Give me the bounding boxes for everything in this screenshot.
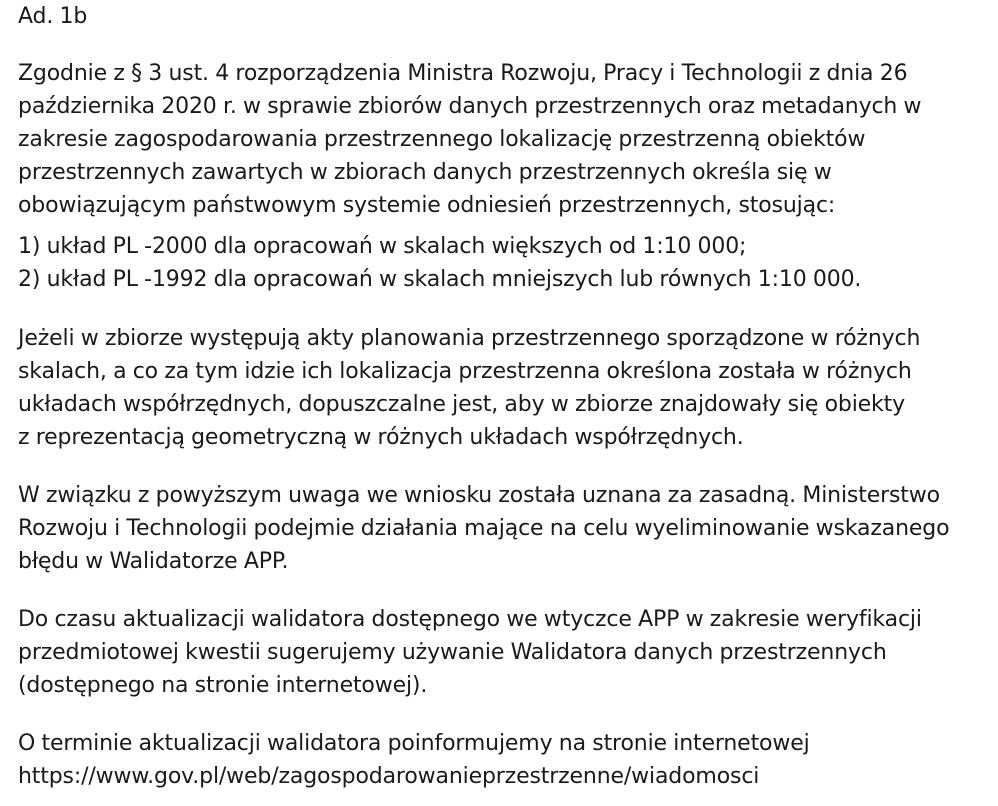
paragraph-line: O terminie aktualizacji walidatora poinformujemy na stronie internetowej <box>18 731 810 756</box>
paragraph-line: przedmiotowej kwestii sugerujemy używanie Walidatora danych przestrzennych <box>18 640 887 665</box>
coordinate-systems-list <box>18 230 993 296</box>
paragraph-line: zakresie zagospodarowania przestrzennego lokalizację przestrzenną obiektów <box>18 127 866 152</box>
paragraph-scales <box>18 322 993 454</box>
paragraph-line: W związku z powyższym uwaga we wniosku została uznana za zasadną. Ministerstwo <box>18 483 940 508</box>
paragraph-line: układach współrzędnych, dopuszczalne jest, aby w zbiorze znajdowały się obiekty <box>18 392 905 417</box>
paragraph-line: przestrzennych zawartych w zbiorach danych przestrzennych określa się w <box>18 160 832 185</box>
document-body <box>18 0 993 793</box>
paragraph-line: Do czasu aktualizacji walidatora dostępnego we wtyczce APP w zakresie weryfikacji <box>18 607 922 632</box>
paragraph-line: Rozwoju i Technologii podejmie działania mające na celu wyeliminowanie wskazanego <box>18 516 950 541</box>
news-url-text: https://www.gov.pl/web/zagospodarowanieprzestrzenne/wiadomosci <box>18 764 760 789</box>
list-item: 1) układ PL -2000 dla opracowań w skalach większych od 1:10 000; <box>18 234 747 259</box>
section-heading <box>18 0 993 33</box>
list-item: 2) układ PL -1992 dla opracowań w skalach mniejszych lub równych 1:10 000. <box>18 267 862 292</box>
paragraph-line: października 2020 r. w sprawie zbiorów danych przestrzennych oraz metadanych w <box>18 94 922 119</box>
paragraph-line: Zgodnie z § 3 ust. 4 rozporządzenia Ministra Rozwoju, Pracy i Technologii z dnia 26 <box>18 61 908 86</box>
paragraph-conclusion <box>18 479 993 578</box>
paragraph-legal-basis <box>18 57 993 222</box>
paragraph-line: z reprezentacją geometryczną w różnych układach współrzędnych. <box>18 425 744 450</box>
paragraph-line: Jeżeli w zbiorze występują akty planowania przestrzennego sporządzone w różnych <box>18 326 921 351</box>
paragraph-line: błędu w Walidatorze APP. <box>18 549 289 574</box>
paragraph-update-info <box>18 727 993 793</box>
heading-text: Ad. 1b <box>18 4 88 29</box>
paragraph-line: skalach, a co za tym idzie ich lokalizacja przestrzenna określona została w różnych <box>18 359 912 384</box>
paragraph-line: obowiązującym państwowym systemie odniesień przestrzennych, stosując: <box>18 193 836 218</box>
paragraph-recommendation <box>18 603 993 702</box>
paragraph-line: (dostępnego na stronie internetowej). <box>18 673 428 698</box>
